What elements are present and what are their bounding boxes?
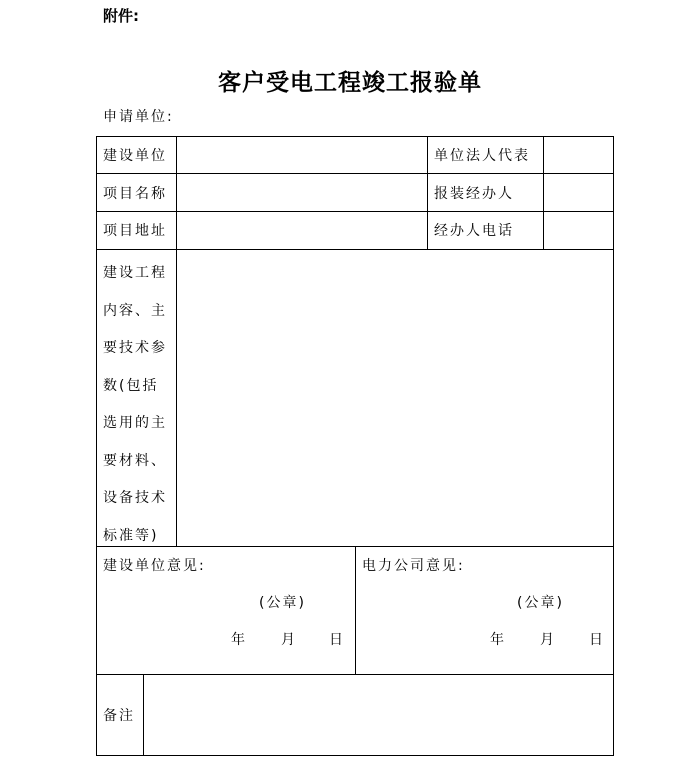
table-divider	[355, 546, 356, 675]
table-border-bottom	[96, 755, 614, 756]
label-line: 内容、主	[103, 302, 167, 319]
handler-phone-label: 经办人电话	[434, 223, 514, 239]
construction-seal-label: (公章)	[259, 595, 306, 611]
remarks-label: 备注	[103, 708, 135, 724]
legal-representative-label: 单位法人代表	[434, 148, 530, 164]
label-line: 选用的主	[103, 415, 167, 431]
power-seal-label: (公章)	[517, 595, 564, 611]
construction-month-label: 月	[281, 632, 297, 648]
construction-opinion-label: 建设单位意见:	[103, 558, 206, 574]
construction-year-label: 年	[231, 632, 247, 648]
legal-representative-field[interactable]	[544, 137, 613, 173]
power-year-label: 年	[490, 632, 506, 648]
construction-unit-label: 建设单位	[103, 148, 167, 164]
table-divider	[427, 136, 428, 250]
power-opinion-label: 电力公司意见:	[362, 558, 465, 574]
label-line: 建设工程	[103, 265, 167, 281]
label-line: 数(包括	[103, 377, 159, 394]
application-handler-label: 报装经办人	[434, 186, 514, 202]
page-title: 客户受电工程竣工报验单	[218, 69, 482, 96]
project-address-label: 项目地址	[103, 223, 167, 239]
project-name-label: 项目名称	[103, 186, 167, 202]
handler-phone-field[interactable]	[544, 212, 613, 249]
technical-content-label	[103, 255, 175, 555]
project-address-field[interactable]	[177, 212, 427, 249]
table-border-left	[96, 136, 97, 756]
attachment-label: 附件:	[103, 7, 139, 25]
construction-unit-field[interactable]	[177, 137, 427, 173]
application-handler-field[interactable]	[544, 174, 613, 211]
technical-content-field[interactable]	[177, 250, 613, 546]
construction-day-label: 日	[329, 632, 345, 648]
table-border-right	[613, 136, 614, 756]
project-name-field[interactable]	[177, 174, 427, 211]
power-month-label: 月	[540, 632, 556, 648]
applicant-label: 申请单位:	[103, 109, 174, 125]
label-line: 标准等)	[103, 527, 159, 544]
label-line: 要材料、	[103, 452, 167, 469]
power-day-label: 日	[589, 632, 605, 648]
label-line: 设备技术	[103, 490, 167, 506]
remarks-field[interactable]	[144, 675, 613, 755]
label-line: 要技术参	[103, 340, 167, 356]
